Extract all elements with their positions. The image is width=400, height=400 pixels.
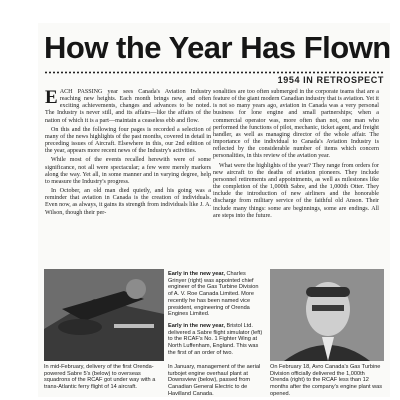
body-paragraph: In October, an old man died quietly, and his going was a reminder that aviation in Canada is the creation of individuals. Even now, as always, it gains its strength from individuals like J. A. Wilson, though their per- — [45, 188, 211, 216]
body-column-right — [213, 89, 379, 222]
caption-grinyer — [168, 271, 264, 318]
caption-text: In January, management of the aerial turbojet engine overhaul plant at Downsview (below), passed from Canadian General Electric to de Havilland Canada. — [168, 364, 261, 397]
body-paragraph: What were the highlights of the year? They range from orders for new aircraft to the deaths of aviation pioneers. They include personnel retirements and appointments, as well as milestones like the completion of the 1,000th Sabre, and the 1,000th Otter. They include the introduction of new airliners and the honorable discharge from military service of the faithful old Anson. Their include many things: some are beginnings, some are endings. All are steps into the future. — [213, 162, 379, 219]
caption-text: In mid-February, delivery of the first Orenda-powered Sabre 5's (below) to overseas squadrons of the RCAF got under way with a trans-Atlantic ferry flight of 14 aircraft. — [44, 364, 156, 391]
caption-sabre-delivery — [44, 364, 164, 391]
photo-portrait — [270, 269, 384, 361]
caption-downsview — [168, 364, 268, 398]
body-column-left — [45, 89, 211, 219]
caption-text: On February 18, Avro Canada's Gas Turbine Division officially delivered the 1,000th Orenda (right) to the RCAF less than 12 months after the company's engine plant was opened. — [270, 364, 383, 397]
caption-lead: Early in the new year, — [168, 271, 225, 277]
caption-text: Charles Grinyer (right) was appointed chief engineer of the Gas Turbine Division of A. V. Roe Canada Limited. More recently he has been named vice president, engineering of Orenda Engines Limited. — [168, 271, 259, 318]
caption-lead: Early in the new year, — [168, 323, 225, 329]
aircraft-photo-icon — [44, 269, 164, 361]
page-title: How the Year Has Flown — [44, 30, 391, 65]
body-paragraph: While most of the events recalled herewith were of some significance, not all were spectacular; a few were merely markers along the way. Yet all, in some manner and in varying degree, help to measure the Industry's progress. — [45, 157, 211, 185]
section-kicker: 1954 IN RETROSPECT — [277, 75, 384, 85]
caption-simulator — [168, 323, 264, 357]
body-paragraph: EACH PASSING year sees Canada's Aviation Industry reaching new heights. Each month brings new, and often exciting achievements, changes and advances to be noted. The Industry is never still, and its affairs—like the affairs of the nation of which it is a part—maintain a ceaseless ebb and flow. — [45, 87, 211, 124]
body-paragraph: On this and the following four pages is recorded a selection of many of the news highlights of the past months, covered in detail in preceding issues of Aircraft. Elsewhere in this, our 2nd edition of the year, appears more recent news of the Industry's activities. — [45, 126, 211, 155]
caption-orenda — [270, 364, 384, 398]
portrait-photo-icon — [270, 269, 384, 361]
photo-sabre-aircraft — [44, 269, 164, 361]
caption-text: Bristol Ltd. delivered a Sabre flight simulator (left) to the RCAF's No. 1 Fighter Wing at North Luffenham, England. This was the first of an order of two. — [168, 323, 263, 356]
body-paragraph: sonalities are too often submerged in the corporate teams that are a feature of the giant modern Canadian industry that is aviation. Yet it is not so many years ago, aviation in Canada was a very personal business for lone engine and small partnerships; when a commercial operator was, more often than not, one man who performed the functions of pilot, mechanic, ticket agent, and freight handler, as well as managing director of the whole affair. The importance of the individual to Canada's Aviation Industry is reflected by the considerable number of items which concern personalities, in this review of the aviation year. — [213, 89, 379, 160]
dotted-rule — [44, 71, 384, 74]
